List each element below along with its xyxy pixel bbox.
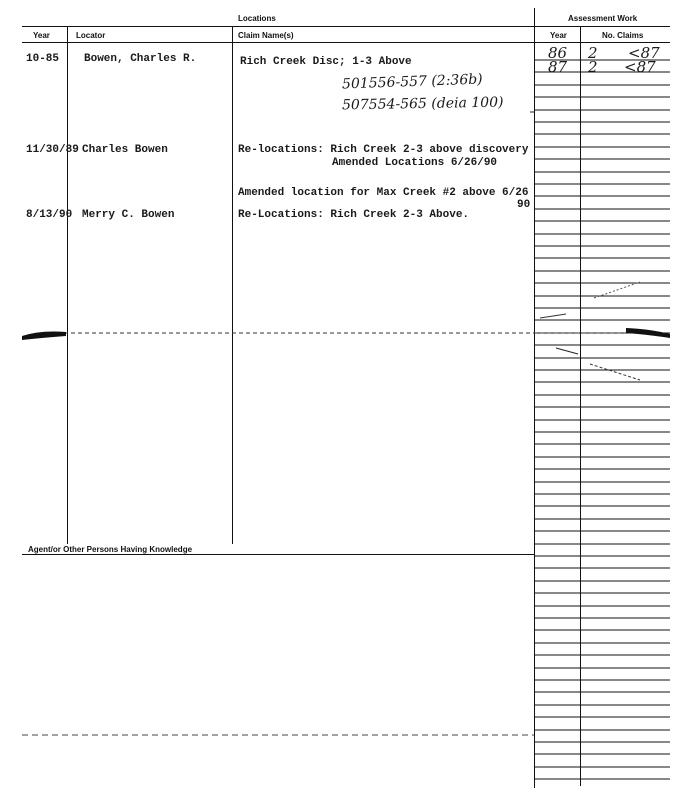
handwritten-claim-numbers: 507554-565 (deia 100)	[341, 94, 504, 114]
entry-claims-line2: Amended Locations 6/26/90	[332, 157, 498, 169]
entry-year: 8/13/90	[26, 209, 73, 221]
year-column-header: Year	[33, 31, 50, 40]
entry-claims: Re-Locations: Rich Creek 2-3 Above.	[238, 209, 470, 221]
assessment-note-entry: <87	[624, 58, 656, 76]
binding-mark-left	[22, 332, 66, 341]
entry-locator: Merry C. Bowen	[82, 209, 175, 221]
assessment-work-header: Assessment Work	[568, 14, 638, 23]
entry-locator: Bowen, Charles R.	[84, 53, 197, 65]
entry-claims: Re-locations: Rich Creek 2-3 above discovery	[238, 144, 529, 156]
entry-year: 10-85	[26, 53, 60, 65]
assessment-count-entry: 2	[588, 58, 598, 76]
stray-pen-stroke	[540, 314, 566, 318]
locator-column-header: Locator	[76, 31, 106, 40]
assessment-year-entry: 86	[548, 44, 568, 62]
handwritten-claim-numbers: 501556-557 (2:36b)	[341, 71, 483, 93]
locations-header: Locations	[238, 14, 276, 23]
binding-mark-right	[626, 328, 670, 338]
entry-claims: Amended location for Max Creek #2 above 6/26	[238, 187, 529, 199]
assessment-note-entry: <87	[628, 44, 660, 62]
entry-locator: Charles Bowen	[82, 144, 168, 156]
assessment-claims-header: No. Claims	[602, 31, 644, 40]
claim-names-column-header: Claim Name(s)	[238, 31, 294, 40]
agent-section-label: Agent/or Other Persons Having Knowledge	[28, 545, 193, 554]
assessment-count-entry: 2	[588, 44, 598, 62]
stray-pen-stroke	[590, 364, 640, 380]
entry-claims: Rich Creek Disc; 1-3 Above	[240, 56, 412, 68]
entry-claims-line2: 90	[517, 199, 531, 211]
assessment-year-header: Year	[550, 31, 567, 40]
stray-pen-stroke	[556, 348, 578, 354]
entry-year: 11/30/89	[26, 144, 79, 156]
assessment-year-entry: 87	[548, 58, 568, 76]
